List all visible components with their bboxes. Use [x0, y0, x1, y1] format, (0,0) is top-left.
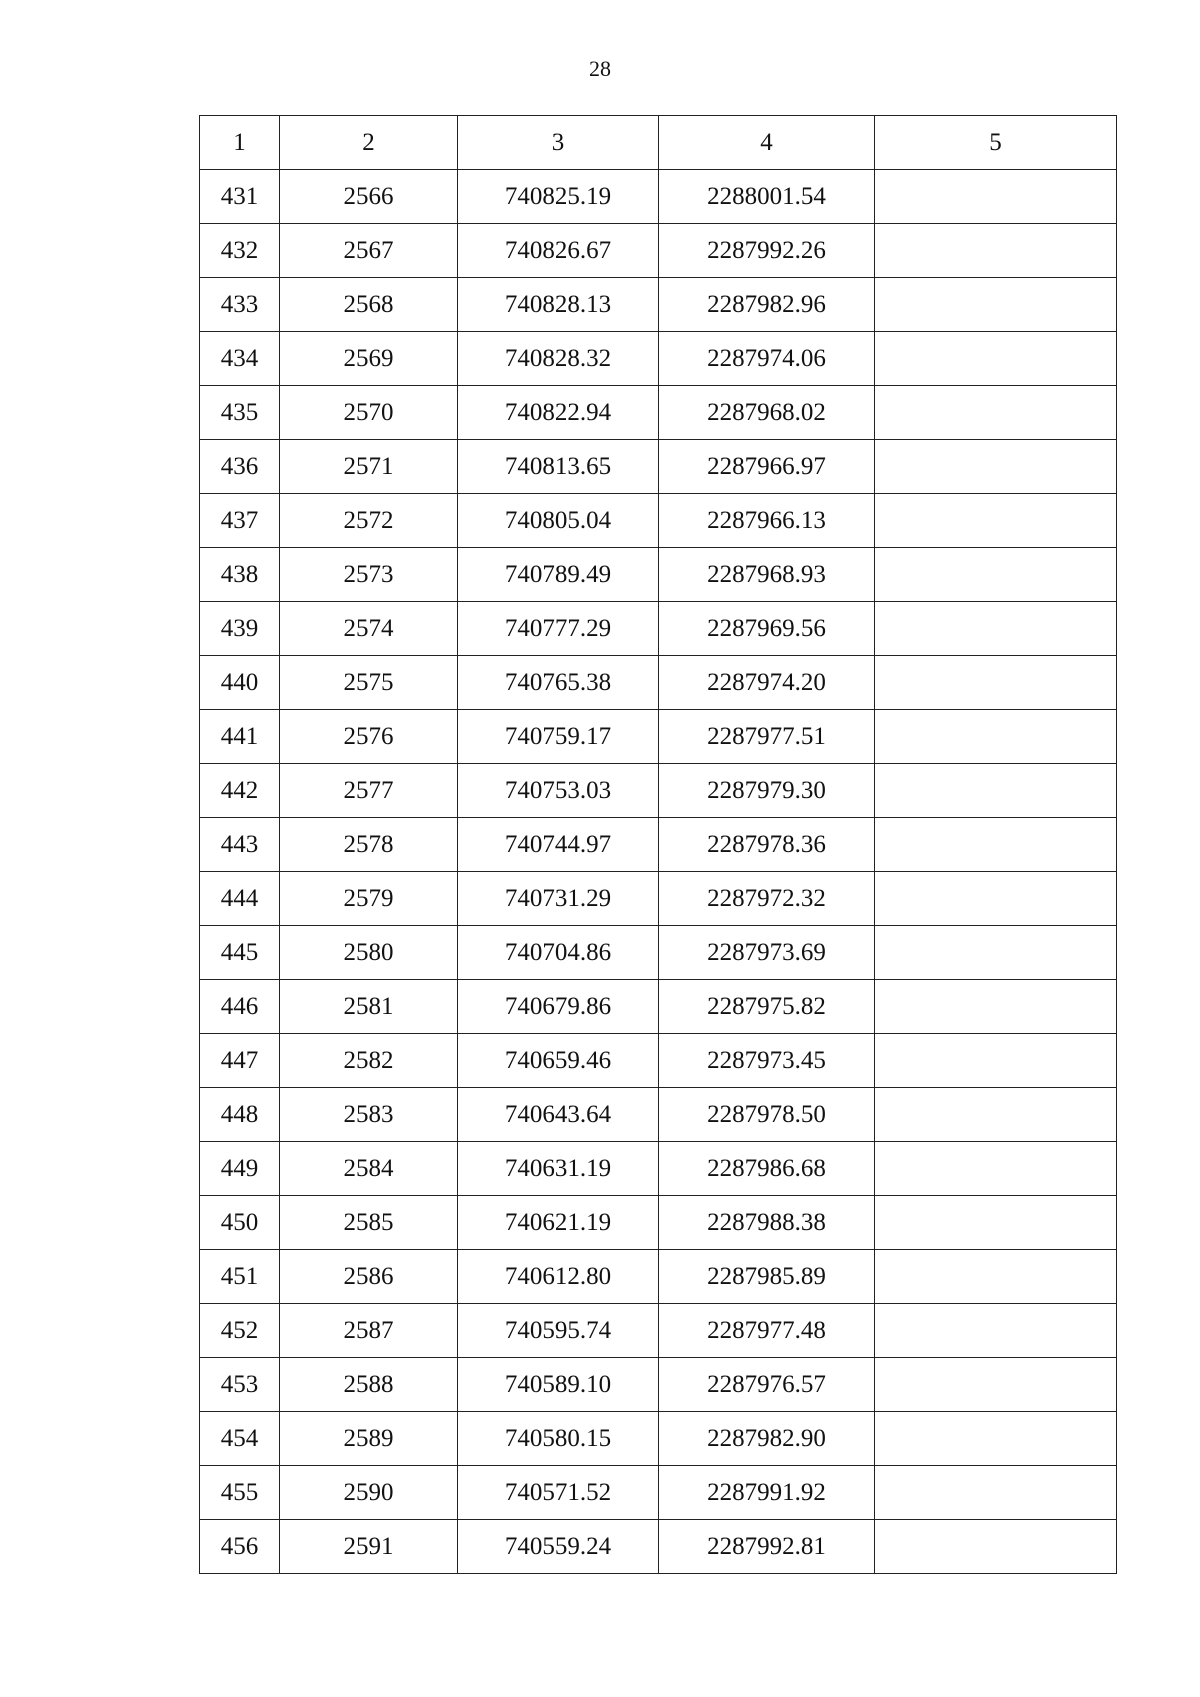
table-row [200, 764, 1117, 818]
table-cell: 2588 [280, 1358, 458, 1412]
table-cell: 2578 [280, 818, 458, 872]
table-cell: 449 [200, 1142, 280, 1196]
table-row [200, 980, 1117, 1034]
table-cell: 451 [200, 1250, 280, 1304]
table-cell [875, 1358, 1117, 1412]
column-header: 4 [659, 116, 875, 170]
table-cell: 445 [200, 926, 280, 980]
table-cell: 437 [200, 494, 280, 548]
table-row [200, 494, 1117, 548]
table-cell: 2287986.68 [659, 1142, 875, 1196]
table-row [200, 332, 1117, 386]
table-cell: 740621.19 [458, 1196, 659, 1250]
table-cell: 2287988.38 [659, 1196, 875, 1250]
table-cell: 740595.74 [458, 1304, 659, 1358]
page-number: 28 [589, 56, 611, 81]
table-cell: 2287992.81 [659, 1520, 875, 1574]
table-cell: 2573 [280, 548, 458, 602]
table-cell: 740612.80 [458, 1250, 659, 1304]
table-cell: 2287969.56 [659, 602, 875, 656]
table-cell: 2566 [280, 170, 458, 224]
table-cell: 2287985.89 [659, 1250, 875, 1304]
table-cell: 740822.94 [458, 386, 659, 440]
table-cell: 2287974.20 [659, 656, 875, 710]
table-cell: 2287968.93 [659, 548, 875, 602]
table-row [200, 278, 1117, 332]
table-cell: 2287968.02 [659, 386, 875, 440]
table-cell: 2287973.45 [659, 1034, 875, 1088]
table-cell: 740805.04 [458, 494, 659, 548]
table-cell: 740659.46 [458, 1034, 659, 1088]
table-row [200, 926, 1117, 980]
table-cell: 740589.10 [458, 1358, 659, 1412]
table-cell: 2571 [280, 440, 458, 494]
table-cell: 740571.52 [458, 1466, 659, 1520]
table-cell: 2574 [280, 602, 458, 656]
table-cell: 2572 [280, 494, 458, 548]
table-cell: 740731.29 [458, 872, 659, 926]
table-cell: 2570 [280, 386, 458, 440]
table-cell: 2582 [280, 1034, 458, 1088]
table-cell: 432 [200, 224, 280, 278]
table-cell [875, 386, 1117, 440]
table-cell: 740826.67 [458, 224, 659, 278]
table-row [200, 386, 1117, 440]
table-cell: 2287976.57 [659, 1358, 875, 1412]
table-cell [875, 710, 1117, 764]
table-row [200, 872, 1117, 926]
table-cell [875, 1520, 1117, 1574]
header-row [200, 116, 1117, 170]
table-cell: 442 [200, 764, 280, 818]
table-cell: 434 [200, 332, 280, 386]
table-cell: 454 [200, 1412, 280, 1466]
table-cell: 2585 [280, 1196, 458, 1250]
table-cell: 435 [200, 386, 280, 440]
table-cell: 2590 [280, 1466, 458, 1520]
table-cell: 2287979.30 [659, 764, 875, 818]
table-row [200, 548, 1117, 602]
table-cell: 2589 [280, 1412, 458, 1466]
table-cell: 740759.17 [458, 710, 659, 764]
column-header: 5 [875, 116, 1117, 170]
column-header: 2 [280, 116, 458, 170]
table-cell: 441 [200, 710, 280, 764]
table-cell: 452 [200, 1304, 280, 1358]
table-cell [875, 548, 1117, 602]
table-cell: 2287992.26 [659, 224, 875, 278]
table-cell: 2287978.36 [659, 818, 875, 872]
table-cell: 2288001.54 [659, 170, 875, 224]
table-cell: 2567 [280, 224, 458, 278]
table-cell: 436 [200, 440, 280, 494]
table-cell [875, 278, 1117, 332]
table-cell: 2287972.32 [659, 872, 875, 926]
table-cell: 438 [200, 548, 280, 602]
table-cell: 740580.15 [458, 1412, 659, 1466]
table-cell [875, 494, 1117, 548]
table-cell: 439 [200, 602, 280, 656]
table-cell: 456 [200, 1520, 280, 1574]
column-header: 1 [200, 116, 280, 170]
table-cell: 453 [200, 1358, 280, 1412]
table-cell [875, 926, 1117, 980]
table-cell: 447 [200, 1034, 280, 1088]
table-cell: 740765.38 [458, 656, 659, 710]
table-body [200, 170, 1117, 1574]
table-cell [875, 1304, 1117, 1358]
table-cell [875, 602, 1117, 656]
table-cell [875, 1412, 1117, 1466]
table-cell [875, 1142, 1117, 1196]
table-cell [875, 332, 1117, 386]
table-cell: 2580 [280, 926, 458, 980]
table-cell: 740679.86 [458, 980, 659, 1034]
table-cell: 2577 [280, 764, 458, 818]
table-row [200, 1088, 1117, 1142]
table-cell [875, 1034, 1117, 1088]
table-row [200, 1196, 1117, 1250]
table-cell [875, 818, 1117, 872]
table-cell: 2287991.92 [659, 1466, 875, 1520]
table-cell: 440 [200, 656, 280, 710]
table-header [200, 116, 1117, 170]
coordinates-table [199, 115, 1117, 1574]
table-cell [875, 980, 1117, 1034]
table-cell [875, 170, 1117, 224]
table-cell: 740744.97 [458, 818, 659, 872]
table-cell [875, 1088, 1117, 1142]
table-cell: 2569 [280, 332, 458, 386]
table-cell: 740789.49 [458, 548, 659, 602]
table-cell [875, 224, 1117, 278]
table-row [200, 1520, 1117, 1574]
table-cell: 740631.19 [458, 1142, 659, 1196]
table-cell [875, 872, 1117, 926]
table-row [200, 440, 1117, 494]
table-cell [875, 656, 1117, 710]
table-cell: 2583 [280, 1088, 458, 1142]
table-cell: 446 [200, 980, 280, 1034]
table-cell: 450 [200, 1196, 280, 1250]
table-cell: 455 [200, 1466, 280, 1520]
table-cell: 443 [200, 818, 280, 872]
table-cell: 2581 [280, 980, 458, 1034]
table-cell: 2287977.51 [659, 710, 875, 764]
table-cell: 740753.03 [458, 764, 659, 818]
table-cell: 2568 [280, 278, 458, 332]
table-cell: 740813.65 [458, 440, 659, 494]
table-cell: 2587 [280, 1304, 458, 1358]
table-row [200, 224, 1117, 278]
table-row [200, 710, 1117, 764]
table-row [200, 1250, 1117, 1304]
table-cell: 2591 [280, 1520, 458, 1574]
table-cell: 2575 [280, 656, 458, 710]
table-cell: 2287966.97 [659, 440, 875, 494]
table-cell [875, 1466, 1117, 1520]
table-cell: 2287975.82 [659, 980, 875, 1034]
table-row [200, 1034, 1117, 1088]
table-cell [875, 764, 1117, 818]
table-cell: 2287966.13 [659, 494, 875, 548]
table-cell: 2584 [280, 1142, 458, 1196]
table-row [200, 1466, 1117, 1520]
table-cell: 2287982.90 [659, 1412, 875, 1466]
table-cell: 740777.29 [458, 602, 659, 656]
table-row [200, 1358, 1117, 1412]
table-cell: 2287973.69 [659, 926, 875, 980]
table-cell: 2287977.48 [659, 1304, 875, 1358]
table-cell: 2576 [280, 710, 458, 764]
table-row [200, 170, 1117, 224]
table-row [200, 1304, 1117, 1358]
table-cell: 2287974.06 [659, 332, 875, 386]
table-row [200, 656, 1117, 710]
table-cell: 740643.64 [458, 1088, 659, 1142]
table-cell: 740559.24 [458, 1520, 659, 1574]
table-cell: 740828.13 [458, 278, 659, 332]
table-cell: 2287982.96 [659, 278, 875, 332]
table-cell [875, 1250, 1117, 1304]
column-header: 3 [458, 116, 659, 170]
table-cell: 431 [200, 170, 280, 224]
table-row [200, 1412, 1117, 1466]
table-cell: 448 [200, 1088, 280, 1142]
table-cell: 2287978.50 [659, 1088, 875, 1142]
table-cell: 740704.86 [458, 926, 659, 980]
table-cell: 2579 [280, 872, 458, 926]
table-row [200, 602, 1117, 656]
table-row [200, 818, 1117, 872]
table-row [200, 1142, 1117, 1196]
table-cell: 433 [200, 278, 280, 332]
table-cell [875, 440, 1117, 494]
table-cell: 2586 [280, 1250, 458, 1304]
table-cell: 740828.32 [458, 332, 659, 386]
table-cell: 444 [200, 872, 280, 926]
table-cell: 740825.19 [458, 170, 659, 224]
table-cell [875, 1196, 1117, 1250]
